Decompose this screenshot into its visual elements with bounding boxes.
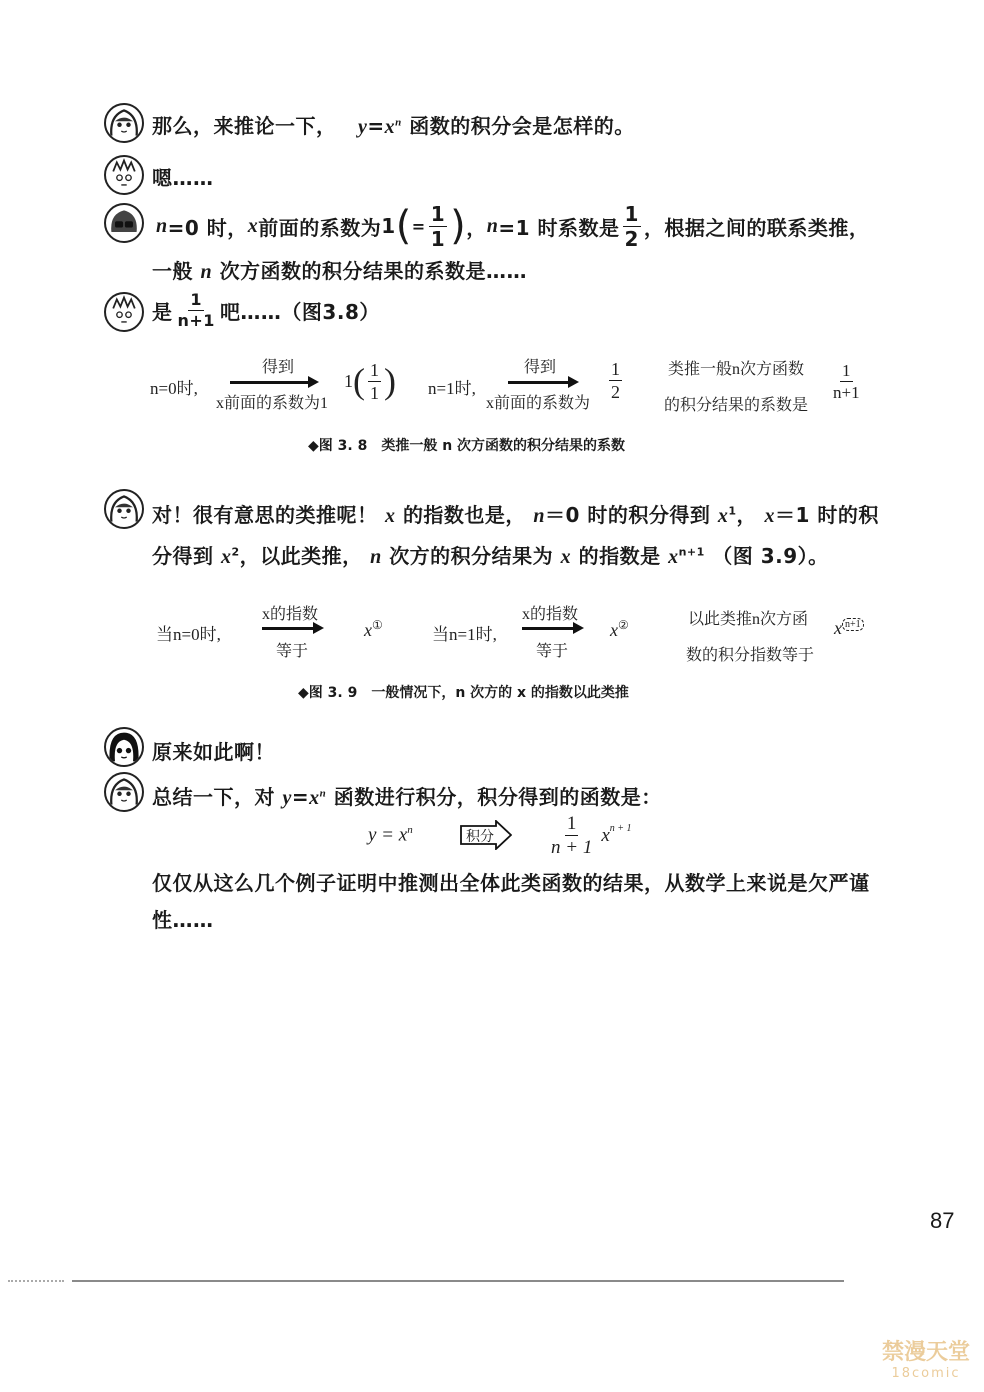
dialogue-line-8 (152, 736, 275, 765)
character-avatar-dark-hair (104, 727, 144, 767)
integral-arrow-box (460, 820, 512, 850)
fig39-arrow1 (262, 627, 314, 630)
math-var-n: n (486, 214, 499, 237)
math-var-n: n (533, 505, 546, 527)
dialogue-text: ， (736, 503, 758, 527)
dialogue-line-4 (152, 255, 527, 284)
math-equals: = (291, 785, 310, 809)
character-avatar-girl-long-hair (104, 772, 144, 812)
dialogue-text: 总结一下，对 (152, 785, 275, 809)
character-avatar-spiky-hair (104, 155, 144, 195)
character-avatar-spiky-hair (104, 292, 144, 332)
bottom-rule (72, 1280, 844, 1282)
dialogue-text: 嗯…… (152, 166, 214, 190)
dialogue-text: 前面的系数为 (258, 215, 382, 240)
math-fraction: $\frac{1}{1}$ (430, 201, 446, 251)
fig39-value3: x $^{n+1}$ (834, 618, 864, 639)
math-equals: = (367, 114, 385, 138)
fig39-value1: x① (364, 618, 383, 640)
fig39-arrow1-top-label: x的指数 (262, 606, 319, 623)
dialogue-text: 一般 (152, 259, 193, 283)
math-var-x: x (717, 505, 729, 527)
character-avatar-glasses (104, 203, 144, 243)
fig39-case3-bottom: 数的积分指数等于 (686, 647, 815, 664)
bottom-rule-dots (8, 1280, 64, 1284)
dialogue-line-7 (152, 540, 829, 569)
fig39-arrow1-bottom-label: 等于 (276, 643, 309, 660)
fig38-arrow2 (508, 381, 570, 384)
fig39-arrow2-bottom-label: 等于 (536, 643, 569, 660)
math-var-x: x (309, 787, 320, 809)
math-sup: n+1 (678, 545, 705, 559)
math-var-x: x (764, 505, 776, 527)
page-number: 87 (930, 1208, 955, 1233)
fig38-arrow2-bottom-label: x前面的系数为 (486, 395, 591, 412)
math-var-y: y (357, 116, 368, 138)
fig38-value1: 1 ( $\frac{1}{1}$ ) (344, 359, 396, 403)
math-number: 1 (381, 214, 396, 238)
math-var-x: x (668, 546, 679, 568)
integral-label: 积分 (466, 830, 494, 845)
watermark-logo (876, 1340, 976, 1388)
fig38-arrow1-head (308, 376, 319, 388)
fig38-arrow2-head (568, 376, 579, 388)
math-var-x: x (220, 546, 232, 568)
math-var-x: x (560, 546, 572, 568)
dialogue-line-2 (152, 162, 214, 191)
math-var-n: n (200, 261, 213, 283)
math-var-n: n (370, 546, 382, 568)
dialogue-text: ，以此类推， (239, 544, 363, 568)
dialogue-line-1 (152, 110, 635, 139)
fig38-case2-label: n=1时, (428, 379, 476, 398)
fig38-arrow1-top-label: 得到 (262, 359, 295, 376)
dialogue-line-11 (152, 904, 214, 933)
character-avatar-girl-long-hair (104, 103, 144, 143)
dialogue-text: 次方的积分结果为 (389, 544, 554, 568)
fig38-arrow2-top-label: 得到 (524, 359, 557, 376)
dialogue-text: =1 时系数是 (498, 215, 620, 240)
dialogue-text: 对！很有意思的类推呢！ (152, 503, 378, 527)
fig38-case3-bottom: 的积分结果的系数是 (664, 397, 809, 414)
character-avatar-girl-long-hair (104, 489, 144, 529)
fig39-arrow2-head (573, 622, 584, 634)
watermark-top-text: 禁漫天堂 (881, 1340, 970, 1365)
dialogue-text: 吧……（图3.8） (219, 299, 380, 324)
math-sup: 1 (728, 504, 737, 518)
dialogue-text: 函数的积分会是怎样的。 (409, 114, 635, 138)
formula-rhs: $\frac{1}{n + 1}$ x n + 1 (551, 813, 632, 858)
dialogue-text: =0 时， (167, 215, 248, 240)
dialogue-line-10 (152, 867, 870, 896)
fig39-arrow2-top-label: x的指数 (522, 606, 579, 623)
dialogue-text: 函数进行积分，积分得到的函数是： (333, 785, 662, 809)
dialogue-text: 原来如此啊！ (152, 740, 275, 764)
math-sup: 2 (231, 545, 240, 559)
dialogue-text: 是 (152, 299, 173, 324)
math-var-y: y (282, 787, 292, 809)
dialogue-text: 的指数是 (578, 544, 661, 568)
math-fraction: $\frac{1}{2}$ (624, 201, 639, 251)
dialogue-text: ， (466, 215, 487, 240)
math-var-x: x (384, 505, 396, 527)
fig39-case1-label: 当n=0时, (156, 625, 221, 644)
fig39-value2: x② (610, 618, 629, 640)
dialogue-text: ，根据之间的联系类推， (643, 215, 870, 240)
fig38-case3-top: 类推一般n次方函数 (668, 361, 805, 378)
math-sup-n: n (319, 787, 327, 800)
fig38-value3: $\frac{1}{n+1}$ (833, 361, 860, 402)
dialogue-text: 的指数也是， (402, 503, 526, 527)
fig39-caption: ◆图 3. 9 一般情况下，n 次方的 x 的指数以此类推 (298, 685, 629, 701)
math-equals: = (411, 216, 426, 236)
math-sup-n: n (395, 116, 402, 129)
fig38-value2: $\frac{1}{2}$ (611, 359, 620, 402)
dialogue-text: ＝0 时的积分得到 (545, 503, 711, 527)
dialogue-text: 仅仅从这么几个例子证明中推测出全体此类函数的结果，从数学上来说是欠严谨 (152, 871, 870, 895)
dialogue-text: 那么，来推论一下， (152, 114, 337, 138)
fig38-arrow1-bottom-label: x前面的系数为1 (216, 395, 329, 412)
math-var-n: n (156, 214, 168, 237)
formula-lhs: $y = x^n$ (368, 824, 413, 846)
math-paren-open: ( (395, 203, 412, 249)
math-paren-close: ) (450, 203, 467, 249)
fig39-case2-label: 当n=1时, (432, 625, 497, 644)
fig39-arrow1-head (313, 622, 324, 634)
math-var-x: x (247, 214, 259, 237)
math-var-x: x (384, 116, 396, 138)
fig38-caption: ◆图 3. 8 类推一般 n 次方函数的积分结果的系数 (308, 438, 626, 454)
dialogue-line-5 (152, 288, 380, 332)
dialogue-text: 性…… (152, 908, 214, 932)
dialogue-line-6 (152, 499, 879, 528)
fig39-case3-top: 以此类推n次方函 (688, 611, 809, 628)
dialogue-text: （图 3.9）。 (712, 544, 829, 568)
dialogue-text: 分得到 (152, 544, 214, 568)
fig38-case1-label: n=0时, (150, 379, 198, 398)
fig39-arrow2 (522, 627, 574, 630)
math-fraction: $\frac{1}{n+1}$ (177, 289, 215, 330)
fig38-arrow1 (230, 381, 310, 384)
dialogue-text: ＝1 时的积 (775, 503, 879, 527)
dialogue-line-3 (156, 200, 869, 252)
dialogue-text: 次方函数的积分结果的系数是…… (219, 259, 528, 283)
dialogue-line-9 (152, 781, 662, 810)
watermark-bottom-text: 18comic (891, 1366, 961, 1381)
